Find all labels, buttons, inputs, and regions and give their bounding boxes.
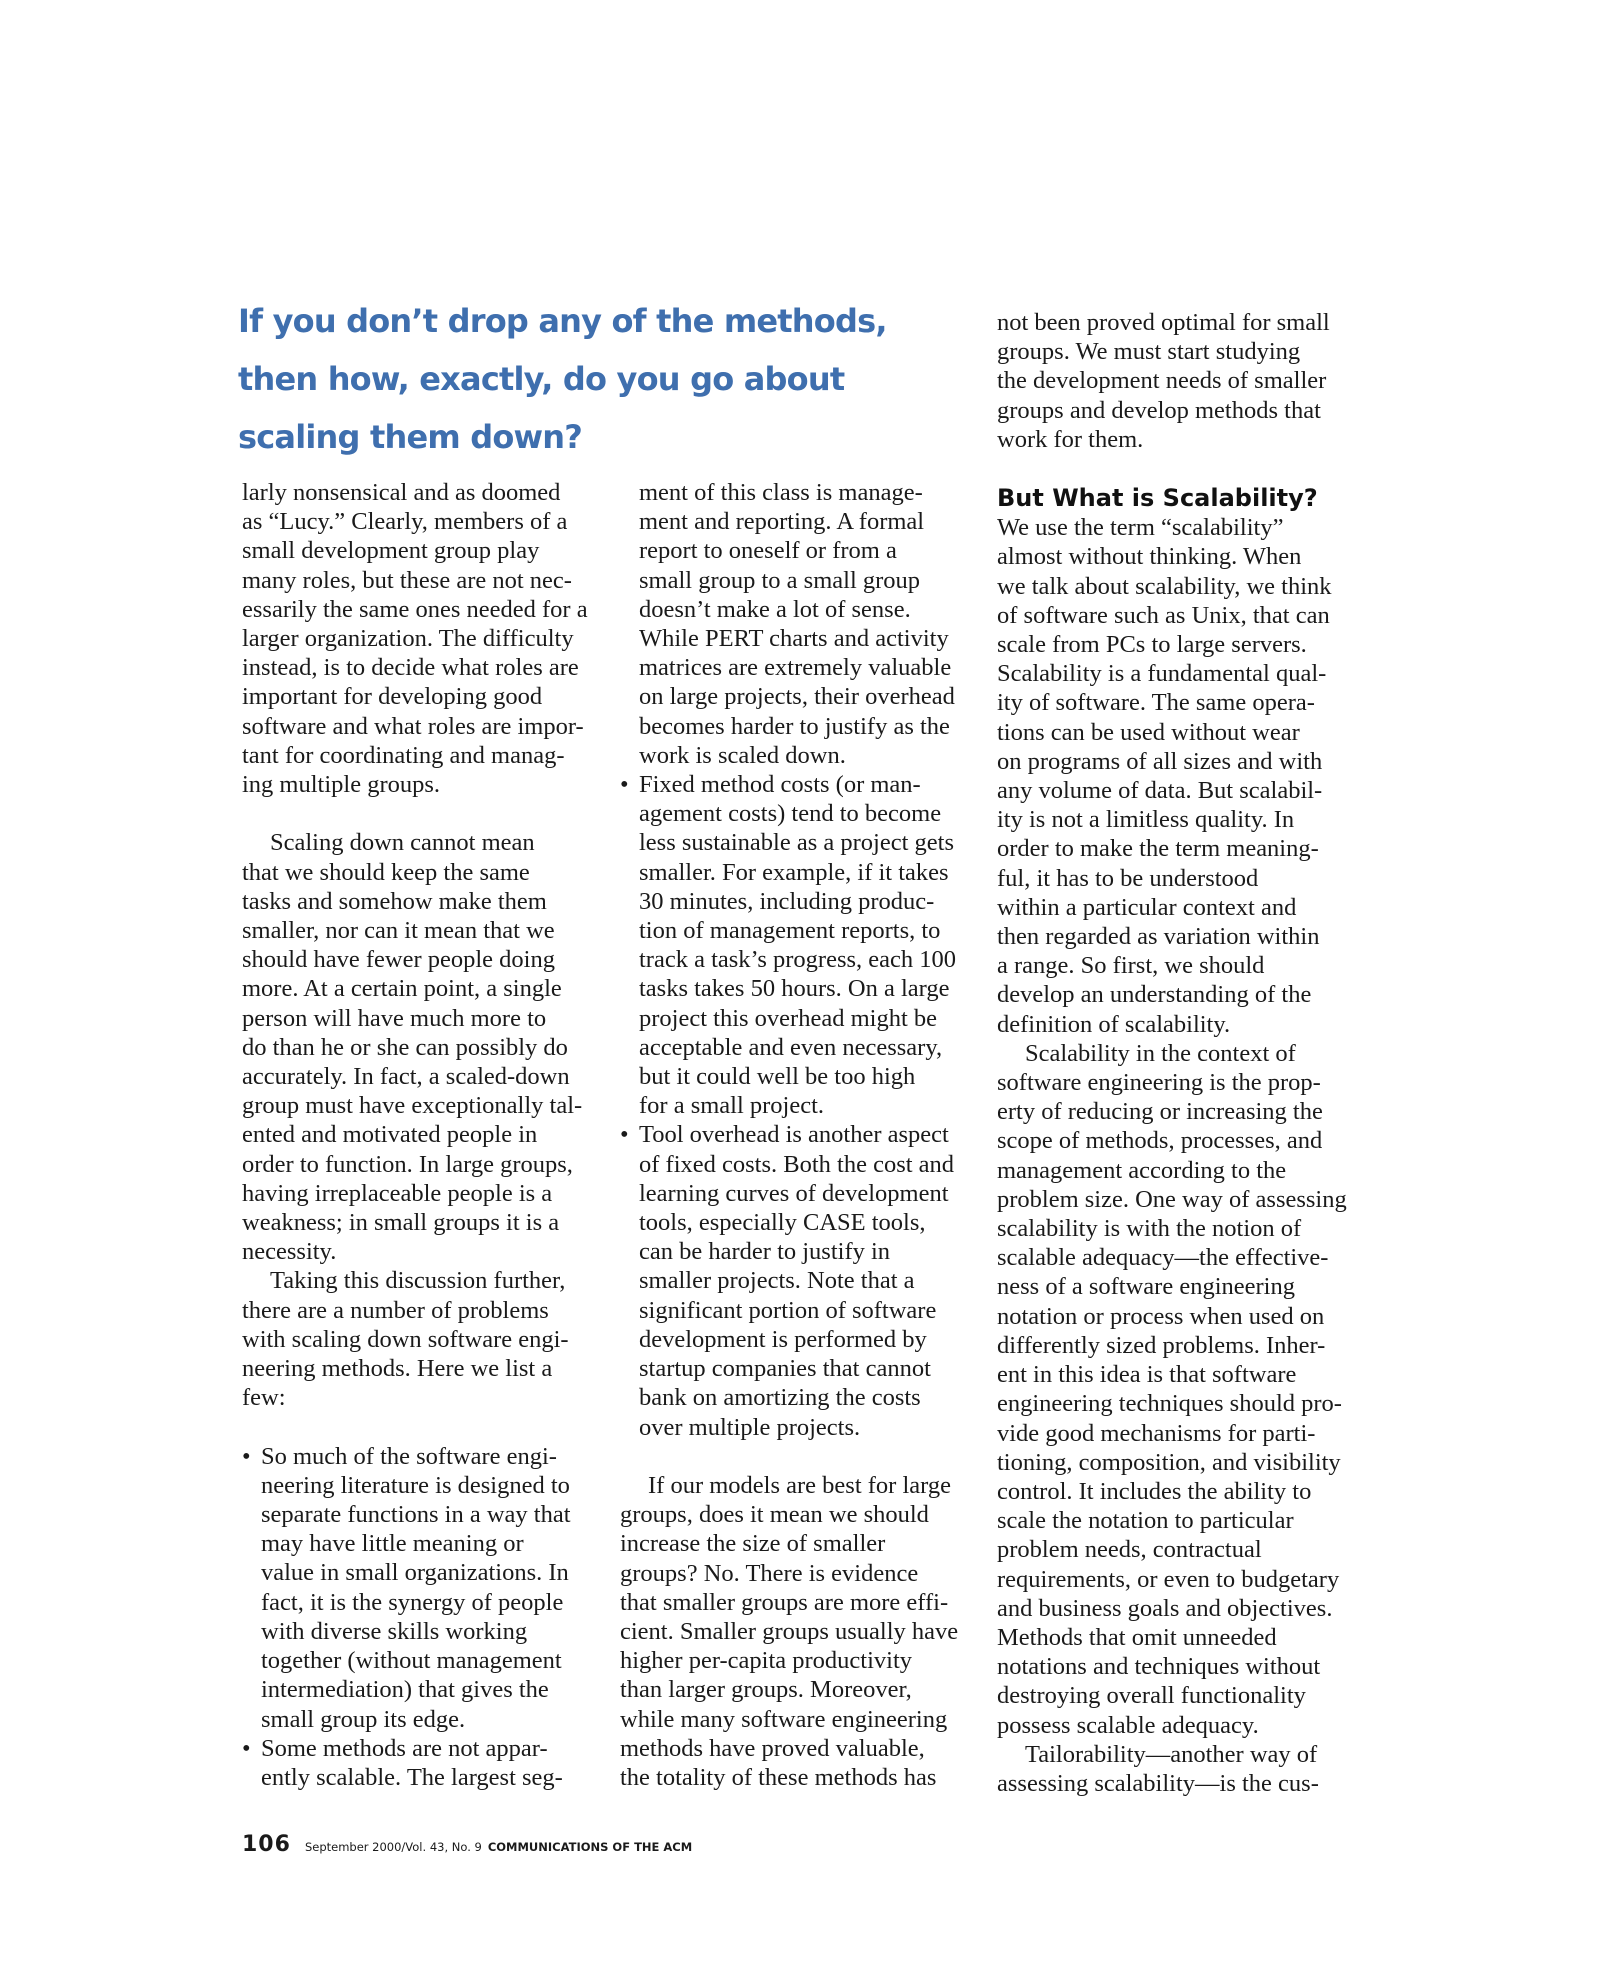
text-line: having irreplaceable people is a	[242, 1179, 553, 1207]
text-line: essarily the same ones needed for a	[242, 595, 588, 623]
text-line: that we should keep the same	[242, 858, 530, 886]
bullet-line	[242, 1442, 602, 1471]
text-line: requirements, or even to budgetary	[997, 1565, 1340, 1593]
text-line: agement costs) tend to become	[639, 800, 942, 828]
text-line: definition of scalability.	[997, 1010, 1231, 1038]
text-line: that smaller groups are more effi-	[620, 1588, 949, 1616]
text-line: 30 minutes, including produc-	[639, 887, 935, 915]
paragraph-gap	[997, 454, 1367, 483]
text-line: management according to the	[997, 1156, 1287, 1184]
text-line: tioning, composition, and visibility	[997, 1448, 1341, 1476]
text-line: report to oneself or from a	[639, 537, 897, 565]
text-line: and business goals and objectives.	[997, 1594, 1333, 1622]
text-line: work for them.	[997, 425, 1144, 453]
text-line: as “Lucy.” Clearly, members of a	[242, 508, 568, 536]
text-line: bank on amortizing the costs	[639, 1384, 921, 1412]
text-line: tasks takes 50 hours. On a large	[639, 975, 950, 1003]
text-line: for a small project.	[639, 1092, 825, 1120]
text-line: fact, it is the synergy of people	[261, 1588, 564, 1616]
text-line: scope of methods, processes, and	[997, 1127, 1323, 1155]
text-line: scale from PCs to large servers.	[997, 631, 1307, 659]
text-line: smaller, nor can it mean that we	[242, 917, 555, 945]
text-line: less sustainable as a project gets	[639, 829, 955, 857]
bullet-text: So much of the software engi-	[261, 1442, 557, 1470]
text-line: Tailorability—another way of	[1025, 1740, 1318, 1768]
text-line: order to function. In large groups,	[242, 1150, 573, 1178]
text-line: may have little meaning or	[261, 1530, 524, 1558]
section-heading: But What is Scalability?	[997, 484, 1318, 513]
text-line: neering methods. Here we list a	[242, 1355, 553, 1383]
text-line: any volume of data. But scalabil-	[997, 777, 1323, 805]
page-footer	[242, 1832, 692, 1857]
text-line: few:	[242, 1384, 286, 1412]
text-column-1	[242, 478, 602, 1792]
text-line: becomes harder to justify as the	[639, 712, 950, 740]
text-line: small group to a small group	[639, 566, 921, 594]
pull-quote-line: then how, exactly, do you go about	[238, 360, 845, 398]
text-line: should have fewer people doing	[242, 946, 555, 974]
text-line: important for developing good	[242, 683, 543, 711]
text-line: we talk about scalability, we think	[997, 572, 1332, 600]
text-line: scale the notation to particular	[997, 1507, 1294, 1535]
text-line: together (without management	[261, 1647, 562, 1675]
text-line: of software such as Unix, that can	[997, 601, 1330, 629]
text-line: learning curves of development	[639, 1179, 949, 1207]
text-line: methods have proved valuable,	[620, 1734, 925, 1762]
text-line: higher per-capita productivity	[620, 1647, 913, 1675]
bullet-icon: •	[242, 1734, 251, 1762]
text-line: If our models are best for large	[648, 1471, 951, 1499]
text-line: instead, is to decide what roles are	[242, 654, 579, 682]
text-line: work is scaled down.	[639, 741, 846, 769]
text-line: cient. Smaller groups usually have	[620, 1617, 959, 1645]
text-line: ent in this idea is that software	[997, 1361, 1297, 1389]
text-line: the totality of these methods has	[620, 1763, 937, 1791]
text-line: tion of management reports, to	[639, 917, 941, 945]
bullet-icon: •	[620, 771, 629, 799]
text-line: tools, especially CASE tools,	[639, 1209, 926, 1237]
text-line: there are a number of problems	[242, 1296, 549, 1324]
text-line: small group its edge.	[261, 1705, 466, 1733]
text-line: Scalability is a fundamental qual-	[997, 660, 1327, 688]
text-line: scalable adequacy—the effective-	[997, 1244, 1329, 1272]
text-line: problem needs, contractual	[997, 1536, 1262, 1564]
text-line: on large projects, their overhead	[639, 683, 955, 711]
text-line: scalability is with the notion of	[997, 1215, 1302, 1243]
text-line: separate functions in a way that	[261, 1501, 571, 1529]
text-line: While PERT charts and activity	[639, 625, 949, 653]
bullet-line	[620, 770, 980, 799]
text-line: but it could well be too high	[639, 1063, 916, 1091]
text-line: of fixed costs. Both the cost and	[639, 1150, 955, 1178]
text-line: intermediation) that gives the	[261, 1676, 549, 1704]
paragraph-gap	[242, 1412, 602, 1441]
text-line: acceptable and even necessary,	[639, 1033, 943, 1061]
text-line: engineering techniques should pro-	[997, 1390, 1342, 1418]
text-line: significant portion of software	[639, 1296, 937, 1324]
text-line: Taking this discussion further,	[270, 1267, 566, 1295]
text-line: the development needs of smaller	[997, 367, 1327, 395]
text-line: almost without thinking. When	[997, 543, 1302, 571]
text-line: software engineering is the prop-	[997, 1069, 1321, 1097]
text-line: differently sized problems. Inher-	[997, 1331, 1326, 1359]
text-line: over multiple projects.	[639, 1413, 861, 1441]
text-line: matrices are extremely valuable	[639, 654, 952, 682]
text-line: weakness; in small groups it is a	[242, 1209, 560, 1237]
text-line: erty of reducing or increasing the	[997, 1098, 1323, 1126]
text-line: software and what roles are impor-	[242, 712, 584, 740]
text-line: vide good mechanisms for parti-	[997, 1419, 1316, 1447]
text-column-3	[997, 308, 1367, 1798]
text-line: while many software engineering	[620, 1705, 948, 1733]
text-line: smaller projects. Note that a	[639, 1267, 915, 1295]
text-line: with scaling down software engi-	[242, 1325, 569, 1353]
text-line: neering literature is designed to	[261, 1471, 570, 1499]
bullet-text: Fixed method costs (or man-	[639, 771, 921, 799]
bullet-text: Some methods are not appar-	[261, 1734, 548, 1762]
bullet-line	[242, 1734, 602, 1763]
pull-quote-line: If you don’t drop any of the methods,	[238, 302, 887, 340]
text-line: ful, it has to be understood	[997, 864, 1259, 892]
text-line: ment of this class is manage-	[639, 479, 923, 506]
paragraph-gap	[242, 799, 602, 828]
text-line: We use the term “scalability”	[997, 514, 1284, 542]
pull-quote	[238, 292, 928, 466]
page-number: 106	[242, 1832, 291, 1857]
text-line: ented and motivated people in	[242, 1121, 538, 1149]
text-line: problem size. One way of assessing	[997, 1185, 1347, 1213]
text-line: ity of software. The same opera-	[997, 689, 1315, 717]
text-line: notation or process when used on	[997, 1302, 1325, 1330]
text-line: more. At a certain point, a single	[242, 975, 562, 1003]
text-line: than larger groups. Moreover,	[620, 1676, 912, 1704]
text-line: Methods that omit unneeded	[997, 1623, 1277, 1651]
text-line: accurately. In fact, a scaled-down	[242, 1063, 570, 1091]
text-line: groups? No. There is evidence	[620, 1559, 919, 1587]
text-line: destroying overall functionality	[997, 1682, 1306, 1710]
text-line: ity is not a limitless quality. In	[997, 806, 1295, 834]
text-line: doesn’t make a lot of sense.	[639, 595, 911, 623]
text-line: groups, does it mean we should	[620, 1501, 929, 1529]
text-line: tasks and somehow make them	[242, 887, 547, 915]
text-line: on programs of all sizes and with	[997, 747, 1323, 775]
text-line: increase the size of smaller	[620, 1530, 886, 1558]
text-line: necessity.	[242, 1238, 337, 1266]
text-line: startup companies that cannot	[639, 1355, 931, 1383]
text-line: then regarded as variation within	[997, 923, 1320, 951]
text-line: possess scalable adequacy.	[997, 1711, 1259, 1739]
text-line: not been proved optimal for small	[997, 309, 1330, 336]
bullet-icon: •	[242, 1442, 251, 1470]
text-line: order to make the term meaning-	[997, 835, 1319, 863]
text-line: ment and reporting. A formal	[639, 508, 925, 536]
text-line: person will have much more to	[242, 1004, 547, 1032]
text-line: groups. We must start studying	[997, 338, 1301, 366]
text-line: ently scalable. The largest seg-	[261, 1763, 563, 1791]
text-column-2	[620, 478, 980, 1792]
text-line: small development group play	[242, 537, 540, 565]
text-line: ing multiple groups.	[242, 771, 441, 799]
text-line: do than he or she can possibly do	[242, 1033, 568, 1061]
text-line: Scaling down cannot mean	[270, 829, 535, 857]
text-line: with diverse skills working	[261, 1617, 528, 1645]
text-line: a range. So first, we should	[997, 952, 1265, 980]
text-line: assessing scalability—is the cus-	[997, 1769, 1319, 1797]
text-line: control. It includes the ability to	[997, 1477, 1312, 1505]
text-line: notations and techniques without	[997, 1653, 1321, 1681]
text-line: develop an understanding of the	[997, 981, 1312, 1009]
text-line: can be harder to justify in	[639, 1238, 891, 1266]
text-line: smaller. For example, if it takes	[639, 858, 949, 886]
text-line: groups and develop methods that	[997, 396, 1321, 424]
journal-name: COMMUNICATIONS OF THE ACM	[487, 1840, 693, 1854]
text-line: group must have exceptionally tal-	[242, 1092, 583, 1120]
text-line: many roles, but these are not nec-	[242, 566, 572, 594]
issue-info: September 2000/Vol. 43, No. 9	[304, 1840, 482, 1854]
text-line: project this overhead might be	[639, 1004, 937, 1032]
text-line: ness of a software engineering	[997, 1273, 1295, 1301]
text-line: Scalability in the context of	[1025, 1039, 1296, 1067]
text-line: development is performed by	[639, 1325, 927, 1353]
text-line: larger organization. The difficulty	[242, 625, 574, 653]
pull-quote-line: scaling them down?	[238, 418, 583, 456]
paragraph-gap	[620, 1442, 980, 1471]
bullet-icon: •	[620, 1121, 629, 1149]
text-line: tions can be used without wear	[997, 718, 1300, 746]
text-line: tant for coordinating and manag-	[242, 741, 565, 769]
text-line: within a particular context and	[997, 893, 1297, 921]
text-line: track a task’s progress, each 100	[639, 946, 957, 974]
text-line: larly nonsensical and as doomed	[242, 479, 561, 506]
text-line: value in small organizations. In	[261, 1559, 569, 1587]
bullet-line	[620, 1120, 980, 1149]
bullet-text: Tool overhead is another aspect	[639, 1121, 949, 1149]
